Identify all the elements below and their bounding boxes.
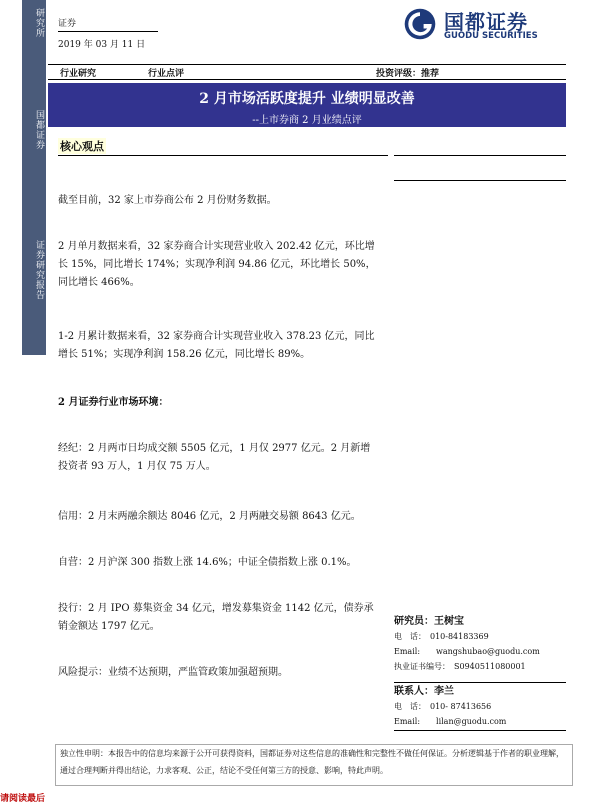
logo-chinese-name: 国都证券 — [444, 10, 528, 34]
paragraph-market-heading: 2 月证券行业市场环境： — [58, 397, 169, 408]
investment-rating: 投资评级：推荐 — [376, 69, 440, 79]
sidebar-top-label: 研究所 — [34, 8, 44, 38]
paragraph-credit: 信用：2 月末两融余额达 8046 亿元，2 月两融交易额 8643 亿元。 — [58, 511, 361, 522]
logo-english-name: GUODU SECURITIES — [444, 31, 538, 41]
contact-phone: 电 话： 010- 87413656 — [394, 702, 492, 711]
contact-bottom-rule — [394, 730, 566, 731]
footer-notice: 请阅读最后 — [0, 794, 46, 804]
independence-disclaimer: 独立性申明：本报告中的信息均来源于公开可获得资料，国都证券对这些信息的准确性和完整性不做任何保证。分析逻辑基于作者的职业理解，通过合理判断并得出结论，力求客观、公正，结论不受任何第三方的授意、影响，特此声明。 — [55, 744, 573, 786]
header-rule — [58, 31, 158, 32]
report-subtitle: --上市券商 2 月业绩点评 — [252, 115, 362, 126]
paragraph-intro: 截至目前，32 家上市券商公布 2 月份财务数据。 — [58, 195, 277, 206]
paragraph-cumulative: 1-2 月累计数据来看，32 家券商合计实现营业收入 378.23 亿元，同比增长 51%；实现净利润 158.26 亿元，同比增长 89%。 — [58, 331, 375, 360]
report-title: 2 月市场活跃度提升 业绩明显改善 — [199, 91, 415, 107]
right-col-rule-second — [394, 180, 566, 181]
header-category: 证券 — [58, 19, 77, 29]
contact-heading: 联系人：李兰 — [394, 686, 454, 697]
analyst-block — [394, 614, 540, 674]
paragraph-risk: 风险提示：业绩不达预期，严监管政策加强超预期。 — [58, 667, 288, 678]
header-date: 2019 年 03 月 11 日 — [58, 40, 146, 50]
core-view-label: 核心观点 — [60, 140, 104, 153]
sidebar-middle-label: 国都证券 — [34, 110, 44, 150]
paragraph-brokerage: 经纪：2 月两市日均成交额 5505 亿元，1 月仅 2977 亿元。2 月新增投资者 93 万人，1 月仅 75 万人。 — [58, 443, 371, 472]
report-subtype: 行业点评 — [148, 69, 185, 79]
title-band — [48, 83, 566, 127]
analyst-email[interactable]: Email: wangshubao@guodu.com — [394, 647, 540, 656]
contact-block — [394, 684, 506, 729]
contact-rule — [394, 682, 566, 683]
paragraph-feb-monthly: 2 月单月数据来看，32 家券商合计实现营业收入 202.42 亿元，环比增长 15%，同比增长 174%；实现净利润 94.86 亿元，环比增长 50%，同比增长 466%。 — [58, 241, 376, 288]
report-type: 行业研究 — [60, 69, 97, 79]
right-col-rule-top — [394, 155, 566, 156]
analyst-phone: 电 话： 010-84183369 — [394, 632, 489, 641]
sidebar-bottom-label: 证券研究报告 — [34, 240, 44, 300]
guodu-logo-icon — [402, 6, 438, 42]
core-view-rule — [58, 155, 388, 156]
contact-email[interactable]: Email: lilan@guodu.com — [394, 717, 507, 726]
paragraph-ib: 投行：2 月 IPO 募集资金 34 亿元，增发募集资金 1142 亿元，债券承销金额达 1797 亿元。 — [58, 603, 374, 632]
analyst-license: 执业证书编号： S0940511080001 — [394, 662, 526, 671]
analyst-heading: 研究员：王树宝 — [394, 616, 464, 627]
left-sidebar-bar — [22, 0, 46, 355]
paragraph-proprietary: 自营：2 月沪深 300 指数上涨 14.6%；中证全债指数上涨 0.1%。 — [58, 557, 357, 568]
report-info-row — [48, 64, 566, 80]
